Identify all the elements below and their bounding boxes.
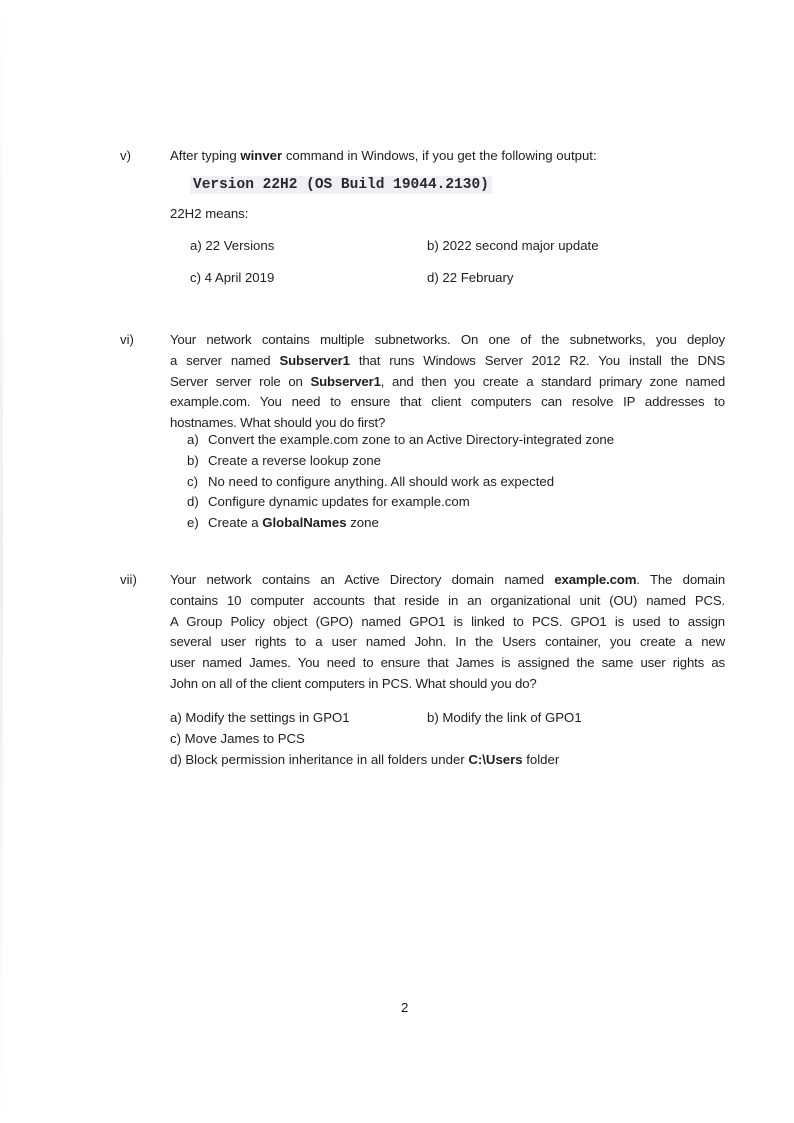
- question-7-line: [170, 676, 725, 691]
- question-7-option: [170, 710, 350, 725]
- question-6-option: [208, 453, 381, 468]
- bold-term: C:\Users: [468, 752, 523, 767]
- question-6-number: vi): [120, 332, 134, 347]
- text-segment: . The domain: [636, 572, 726, 587]
- text-segment: folder: [522, 752, 560, 767]
- text-segment: Server server role on: [170, 373, 311, 389]
- text-segment: zone: [346, 515, 379, 531]
- option-label: d): [187, 494, 199, 510]
- question-5-option-b: b) 2022 second major update: [427, 238, 599, 253]
- question-6-option: [208, 432, 614, 447]
- text-segment: , and then you create a standard primary zone named: [380, 373, 725, 389]
- text-segment: Create a reverse lookup zone: [208, 452, 382, 468]
- question-7-line: [170, 593, 725, 608]
- text-segment: d) Block permission inheritance in all folders under: [170, 752, 469, 767]
- text-segment: that runs Windows Server 2012 R2. You install the DNS: [349, 352, 725, 368]
- question-6-option: [208, 515, 379, 530]
- text-segment: a server named: [170, 352, 280, 368]
- text-segment: command in Windows, if you get the following output:: [282, 148, 597, 163]
- bold-term: winver: [240, 148, 283, 163]
- question-5-number: v): [120, 148, 131, 163]
- bold-term: GlobalNames: [262, 515, 347, 531]
- text-segment: Your network contains multiple subnetworks. On one of the subnetworks, you deploy: [170, 332, 725, 347]
- question-7-line: [170, 614, 725, 629]
- text-segment: user named James. You need to ensure that James is assigned the same user rights as: [170, 655, 725, 671]
- question-6-line: [170, 394, 725, 409]
- question-7-line: [170, 655, 725, 670]
- question-5-option-c: c) 4 April 2019: [190, 270, 275, 285]
- question-7-number: vii): [120, 572, 137, 587]
- option-label: b): [187, 452, 199, 468]
- text-segment: Your network contains an Active Directory domain named: [170, 572, 555, 587]
- bold-term: Subserver1: [310, 373, 381, 389]
- option-label: e): [187, 515, 199, 531]
- option-label: a): [187, 432, 199, 447]
- question-5-code-output: [190, 176, 492, 193]
- question-6-option: [208, 474, 554, 489]
- text-segment: A Group Policy object (GPO) named GPO1 is linked to PCS. GPO1 is used to assign: [170, 613, 725, 629]
- question-6-line: [170, 374, 725, 389]
- text-segment: Create a: [208, 515, 263, 531]
- page-number: 2: [401, 1000, 409, 1015]
- question-7-option: [170, 752, 559, 767]
- question-6-option: [208, 494, 470, 509]
- text-segment: Convert the example.com zone to an Active Directory-integrated zone: [208, 432, 615, 447]
- winver-output: Version 22H2 (OS Build 19044.2130): [190, 176, 492, 194]
- question-7-option: [427, 710, 582, 725]
- question-5-option-d: d) 22 February: [427, 270, 514, 285]
- text-segment: After typing: [170, 148, 241, 163]
- question-6-line: [170, 415, 725, 430]
- text-segment: several user rights to a user named John. In the Users container, you create a new: [170, 634, 725, 650]
- bold-term: example.com: [554, 572, 637, 587]
- text-segment: contains 10 computer accounts that reside in an organizational unit (OU) named PCS.: [170, 592, 725, 608]
- option-label: c): [187, 473, 198, 489]
- question-7-line: [170, 572, 725, 587]
- question-7-option: [170, 731, 305, 746]
- question-6-line: [170, 332, 725, 347]
- text-segment: a) Modify the settings in GPO1: [170, 710, 350, 725]
- question-6-line: [170, 353, 725, 368]
- bold-term: Subserver1: [279, 352, 350, 368]
- question-5-prompt: 22H2 means:: [170, 206, 249, 221]
- text-segment: c) Move James to PCS: [170, 731, 305, 746]
- text-segment: hostnames. What should you do first?: [170, 415, 386, 431]
- text-segment: b) Modify the link of GPO1: [427, 710, 582, 725]
- question-5-option-a: a) 22 Versions: [190, 238, 275, 253]
- text-segment: John on all of the client computers in PCS. What should you do?: [170, 676, 537, 691]
- text-segment: example.com. You need to ensure that client computers can resolve IP addresses to: [170, 394, 725, 410]
- text-segment: Configure dynamic updates for example.com: [208, 494, 470, 510]
- text-segment: No need to configure anything. All should work as expected: [208, 473, 555, 489]
- scan-edge: [0, 0, 3, 1123]
- question-5-text: [170, 148, 597, 163]
- question-7-line: [170, 634, 725, 649]
